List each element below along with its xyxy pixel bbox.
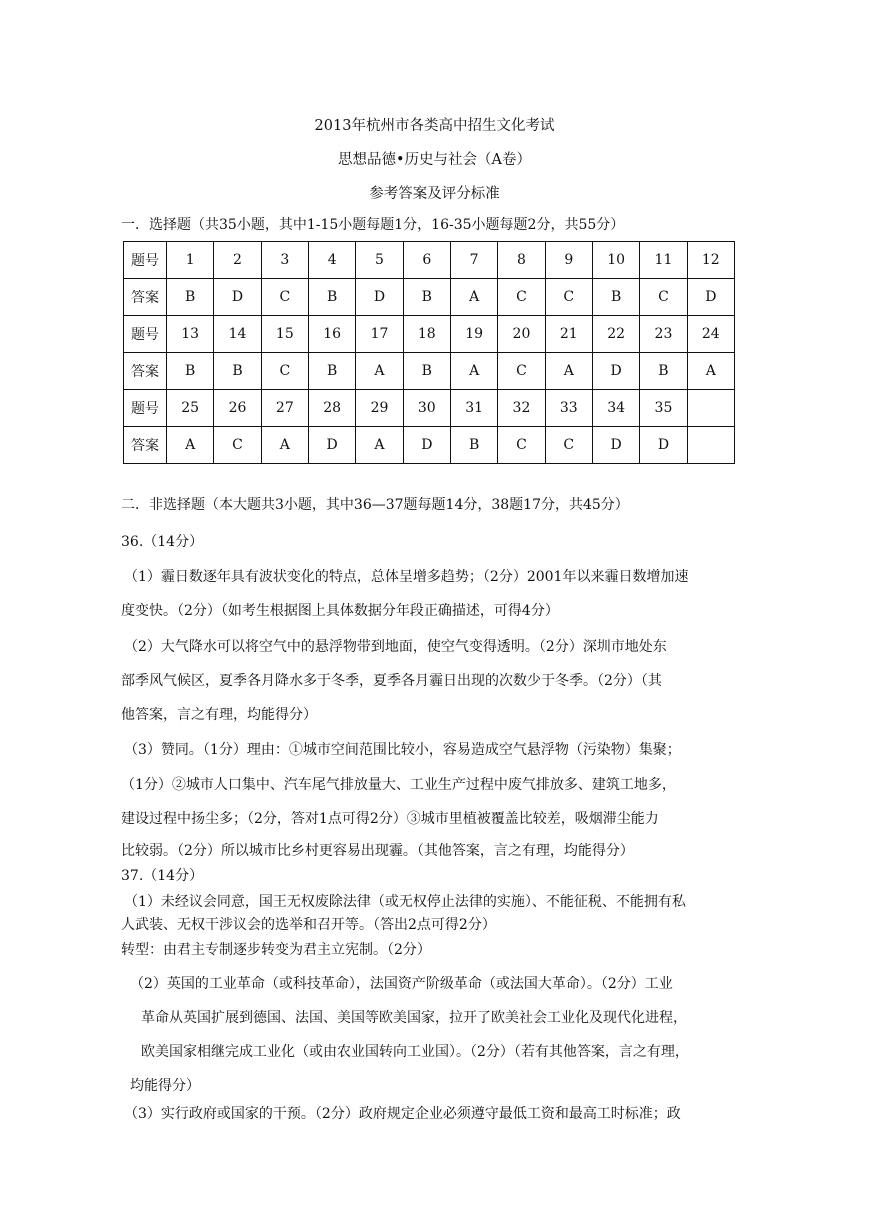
table-cell: 24 bbox=[687, 316, 734, 353]
row-label-cell: 答案 bbox=[124, 353, 167, 390]
table-cell: 16 bbox=[308, 316, 355, 353]
table-cell: A bbox=[356, 427, 403, 464]
table-cell: 3 bbox=[261, 242, 308, 279]
row-label-cell: 答案 bbox=[124, 427, 167, 464]
table-cell: 5 bbox=[356, 242, 403, 279]
answer-line: （1）霾日数逐年具有波状变化的特点，总体呈增多趋势；（2分）2001年以来霾日数增加速 bbox=[124, 569, 689, 585]
table-cell: D bbox=[214, 279, 261, 316]
table-cell: A bbox=[450, 279, 497, 316]
table-cell: 34 bbox=[592, 390, 639, 427]
table-cell: B bbox=[592, 279, 639, 316]
table-cell: 28 bbox=[308, 390, 355, 427]
answer-line: 建设过程中扬尘多；（2分，答对1点可得2分）③城市里植被覆盖比较差，吸烟滞尘能力 bbox=[121, 811, 659, 827]
row-label-cell: 题号 bbox=[124, 242, 167, 279]
answer-table bbox=[123, 241, 735, 464]
table-cell: 26 bbox=[214, 390, 261, 427]
table-cell: C bbox=[261, 353, 308, 390]
answer-line: 部季风气候区，夏季各月降水多于冬季，夏季各月霾日出现的次数少于冬季。（2分）（其 bbox=[121, 673, 662, 689]
table-cell: D bbox=[356, 279, 403, 316]
table-cell: C bbox=[498, 279, 545, 316]
table-cell: C bbox=[214, 427, 261, 464]
table-cell: A bbox=[261, 427, 308, 464]
table-cell: 8 bbox=[498, 242, 545, 279]
table-cell: C bbox=[498, 353, 545, 390]
answer-line: 度变快。（2分）（如考生根据图上具体数据分年段正确描述，可得4分） bbox=[121, 603, 559, 619]
table-cell: D bbox=[592, 427, 639, 464]
table-cell: 4 bbox=[308, 242, 355, 279]
answer-line: 欧美国家相继完成工业化（或由农业国转向工业国）。（2分）（若有其他答案，言之有理， bbox=[141, 1044, 689, 1060]
row-label-cell: 答案 bbox=[124, 279, 167, 316]
table-cell: D bbox=[403, 427, 450, 464]
table-cell: 32 bbox=[498, 390, 545, 427]
answer-line: 转型：由君主专制逐步转变为君主立宪制。（2分） bbox=[121, 942, 431, 958]
section-2-heading: 二．非选择题（本大题共3小题，其中36—37题每题14分，38题17分，共45分） bbox=[121, 497, 629, 513]
table-cell: B bbox=[308, 279, 355, 316]
table-cell: B bbox=[214, 353, 261, 390]
table-cell: D bbox=[592, 353, 639, 390]
table-cell: D bbox=[687, 279, 734, 316]
section-1-heading: 一．选择题（共35小题，其中1-15小题每题1分，16-35小题每题2分，共55分） bbox=[121, 217, 625, 233]
answer-line: 均能得分） bbox=[130, 1078, 200, 1094]
row-label-cell: 题号 bbox=[124, 316, 167, 353]
q37-title: 37.（14分） bbox=[121, 868, 204, 884]
table-cell: 22 bbox=[592, 316, 639, 353]
table-cell: C bbox=[545, 279, 592, 316]
table-cell: A bbox=[545, 353, 592, 390]
table-cell: 19 bbox=[450, 316, 497, 353]
answer-line: （3）实行政府或国家的干预。（2分）政府规定企业必须遵守最低工资和最高工时标准；政 bbox=[124, 1106, 681, 1122]
row-label-cell: 题号 bbox=[124, 390, 167, 427]
table-cell: 7 bbox=[450, 242, 497, 279]
table-cell: B bbox=[403, 353, 450, 390]
table-cell: 17 bbox=[356, 316, 403, 353]
table-cell bbox=[687, 390, 734, 427]
table-cell: 33 bbox=[545, 390, 592, 427]
table-cell: D bbox=[308, 427, 355, 464]
table-row bbox=[124, 353, 735, 390]
table-cell: B bbox=[403, 279, 450, 316]
table-cell: C bbox=[498, 427, 545, 464]
table-cell: 21 bbox=[545, 316, 592, 353]
table-cell: 31 bbox=[450, 390, 497, 427]
table-cell: 30 bbox=[403, 390, 450, 427]
table-cell: 29 bbox=[356, 390, 403, 427]
table-cell: C bbox=[261, 279, 308, 316]
table-cell: B bbox=[308, 353, 355, 390]
answer-line: （1分）②城市人口集中、汽车尾气排放量大、工业生产过程中废气排放多、建筑工地多， bbox=[121, 777, 676, 793]
table-cell: 15 bbox=[261, 316, 308, 353]
answer-line: （1）未经议会同意，国王无权废除法律（或无权停止法律的实施）、不能征税、不能拥有私 bbox=[124, 894, 686, 910]
table-cell: B bbox=[167, 353, 214, 390]
table-row bbox=[124, 316, 735, 353]
table-cell: 18 bbox=[403, 316, 450, 353]
table-row bbox=[124, 242, 735, 279]
page-title-line-1: 2013年杭州市各类高中招生文化考试 bbox=[314, 118, 555, 134]
table-cell: A bbox=[356, 353, 403, 390]
table-cell: B bbox=[167, 279, 214, 316]
table-cell: A bbox=[687, 353, 734, 390]
answer-line: 他答案，言之有理，均能得分） bbox=[121, 707, 317, 723]
answer-line: 革命从英国扩展到德国、法国、美国等欧美国家，拉开了欧美社会工业化及现代化进程， bbox=[141, 1010, 687, 1026]
table-cell: 25 bbox=[167, 390, 214, 427]
table-cell: 14 bbox=[214, 316, 261, 353]
table-cell: B bbox=[640, 353, 687, 390]
answer-line: 人武装、无权干涉议会的选举和召开等。（答出2点可得2分） bbox=[121, 917, 496, 933]
table-cell: 23 bbox=[640, 316, 687, 353]
table-row bbox=[124, 390, 735, 427]
table-cell: 20 bbox=[498, 316, 545, 353]
answer-line: 比较弱。（2分）所以城市比乡村更容易出现霾。（其他答案，言之有理，均能得分） bbox=[121, 843, 634, 859]
table-cell: 2 bbox=[214, 242, 261, 279]
answer-line: （2）大气降水可以将空气中的悬浮物带到地面，使空气变得透明。（2分）深圳市地处东 bbox=[124, 639, 667, 655]
q36-title: 36.（14分） bbox=[121, 534, 204, 550]
table-cell: 27 bbox=[261, 390, 308, 427]
page-title-line-2: 思想品德•历史与社会（A卷） bbox=[337, 152, 532, 168]
table-row bbox=[124, 427, 735, 464]
table-row bbox=[124, 279, 735, 316]
table-cell: C bbox=[640, 279, 687, 316]
table-cell: 11 bbox=[640, 242, 687, 279]
table-cell: 9 bbox=[545, 242, 592, 279]
table-cell: 10 bbox=[592, 242, 639, 279]
table-cell: 1 bbox=[167, 242, 214, 279]
table-cell: B bbox=[450, 427, 497, 464]
table-cell: D bbox=[640, 427, 687, 464]
table-cell: C bbox=[545, 427, 592, 464]
table-cell: A bbox=[167, 427, 214, 464]
table-cell: 13 bbox=[167, 316, 214, 353]
table-cell bbox=[687, 427, 734, 464]
table-cell: 35 bbox=[640, 390, 687, 427]
table-cell: 12 bbox=[687, 242, 734, 279]
answer-line: （3）赞同。（1分）理由：①城市空间范围比较小，容易造成空气悬浮物（污染物）集聚； bbox=[124, 742, 681, 758]
answer-line: （2）英国的工业革命（或科技革命），法国资产阶级革命（或法国大革命）。（2分）工业 bbox=[130, 976, 673, 992]
table-cell: A bbox=[450, 353, 497, 390]
table-cell: 6 bbox=[403, 242, 450, 279]
page-title-line-3: 参考答案及评分标准 bbox=[369, 186, 500, 202]
